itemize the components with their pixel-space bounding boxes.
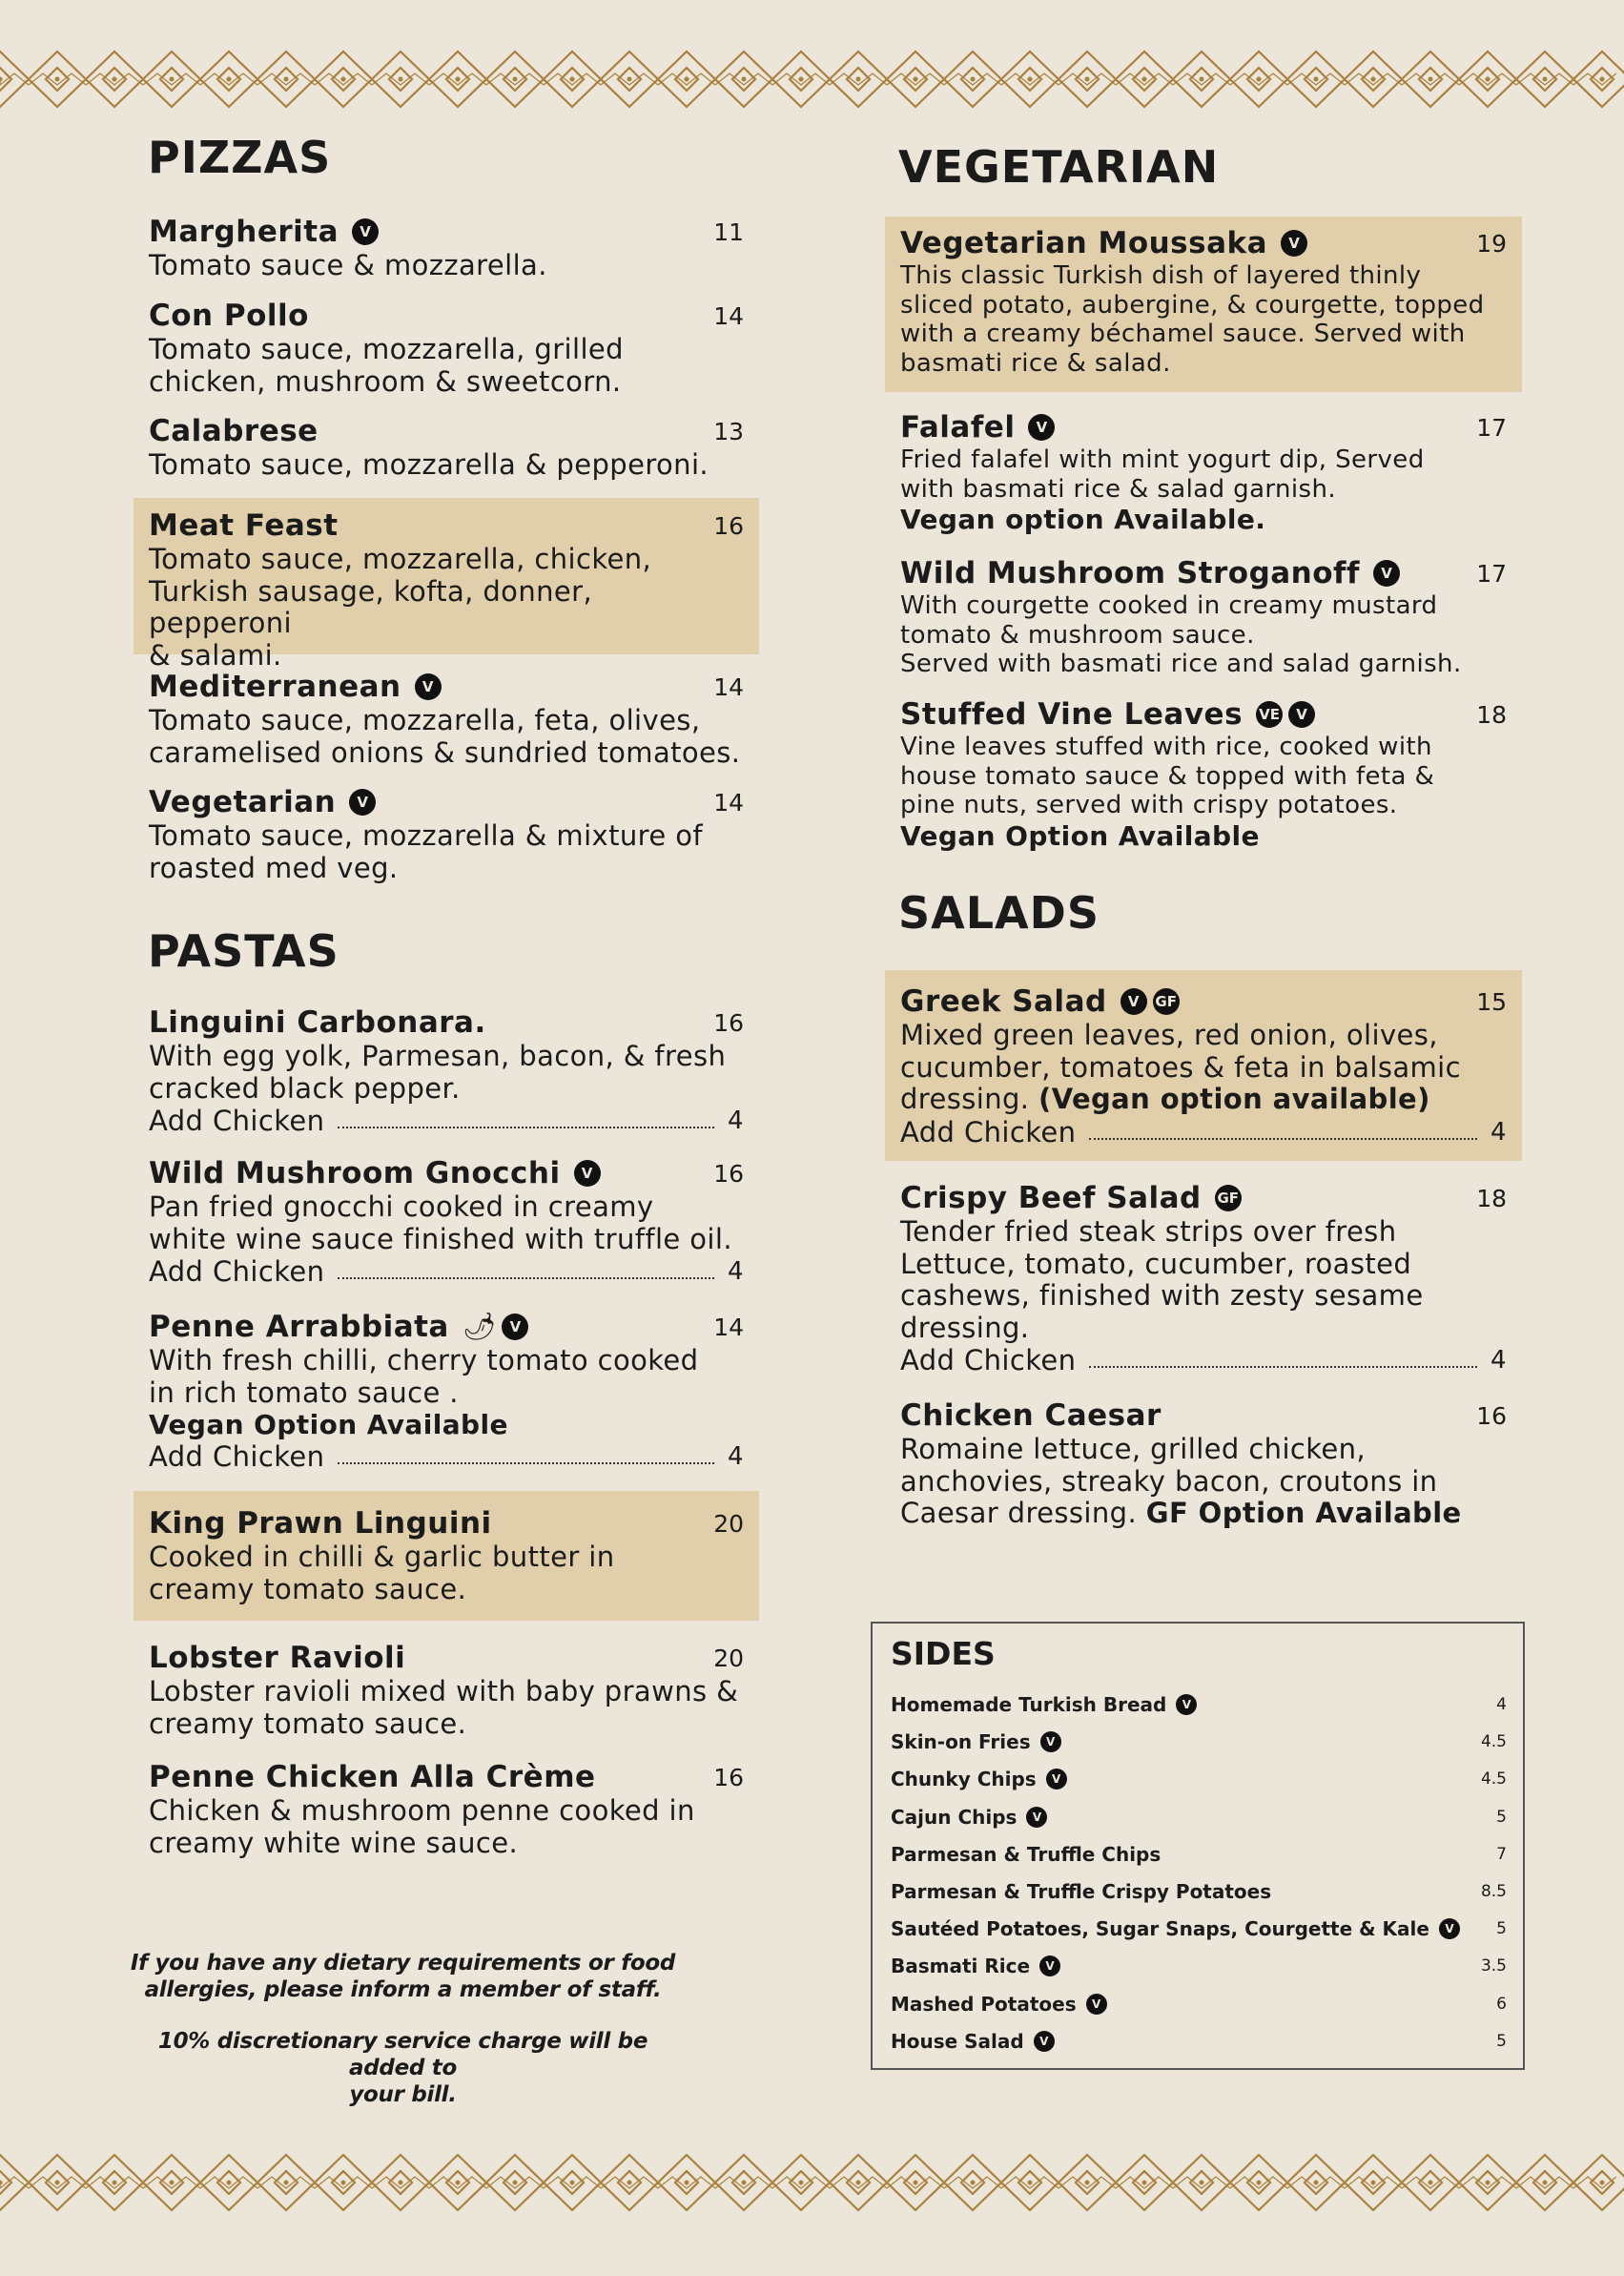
side-item-price: 3.5 (1480, 1956, 1507, 1976)
vegan-option-note: Vegan option Available. (900, 504, 1266, 535)
side-item-price: 8.5 (1480, 1882, 1507, 1901)
item-name: Mediterranean (149, 670, 401, 704)
section-title-pizzas: PIZZAS (148, 132, 332, 183)
side-item-price: 4.5 (1480, 1769, 1507, 1790)
menu-item-penne-chicken-alla-creme (134, 1759, 759, 1859)
vegetarian-icon: V (1039, 1955, 1060, 1976)
item-price: 16 (1476, 1401, 1507, 1430)
item-name: Falafel (900, 410, 1016, 445)
item-description: Tomato sauce, mozzarella, feta, olives, caramelised onions & sundried tomatoes. (149, 704, 741, 769)
side-item-name: Chunky Chips (891, 1768, 1037, 1791)
item-price: 16 (713, 1763, 744, 1791)
item-name: Stuffed Vine Leaves (900, 697, 1244, 732)
side-item-name: Parmesan & Truffle Crispy Potatoes (891, 1880, 1272, 1903)
top-border-pattern (0, 48, 1624, 111)
item-name: Chicken Caesar (900, 1398, 1161, 1433)
vegetarian-icon: V (1120, 988, 1147, 1015)
menu-item-wild-mushroom-stroganoff (885, 555, 1522, 679)
item-price: 18 (1476, 700, 1507, 729)
item-description: With egg yolk, Parmesan, bacon, & fresh cracked black pepper. (149, 1040, 727, 1105)
menu-item-king-prawn-linguini (134, 1491, 759, 1621)
item-description: Tomato sauce, mozzarella, grilled chicken, mushroom & sweetcorn. (149, 333, 624, 398)
item-price: 17 (1476, 559, 1507, 588)
item-description: Tomato sauce, mozzarella & mixture of roasted med veg. (149, 819, 703, 884)
side-item (891, 1765, 1507, 1793)
side-item (891, 1990, 1507, 2018)
section-title-sides: SIDES (891, 1635, 996, 1672)
item-price: 14 (713, 1313, 744, 1341)
side-item-price: 5 (1496, 1807, 1507, 1827)
menu-item-vegetarian-pizza (134, 784, 759, 884)
item-description: Tomato sauce, mozzarella, chicken, Turkish sausage, kofta, donner, pepperoni & salami. (149, 543, 652, 672)
menu-item-penne-arrabbiata (134, 1309, 759, 1473)
gluten-free-icon: GF (1153, 988, 1180, 1015)
side-item-name: Homemade Turkish Bread (891, 1693, 1167, 1716)
add-chicken-option: Add Chicken 4 (149, 1440, 744, 1473)
item-description: Cooked in chilli & garlic butter in creamy tomato sauce. (149, 1541, 615, 1605)
item-name: Wild Mushroom Stroganoff (900, 556, 1361, 590)
item-description: Tender fried steak strips over fresh Lettuce, tomato, cucumber, roasted cashews, finished with zesty sesame dressing. (900, 1215, 1424, 1344)
sides-box (871, 1622, 1525, 2070)
item-price: 15 (1476, 987, 1507, 1016)
item-price: 18 (1476, 1184, 1507, 1212)
side-item (891, 1952, 1507, 1980)
vegetarian-icon: V (352, 218, 379, 245)
item-price: 19 (1476, 229, 1507, 258)
item-name: Margherita (149, 215, 339, 249)
chilli-icon: 🌶 (462, 1311, 497, 1342)
vegetarian-icon: V (1046, 1769, 1067, 1790)
item-price: 17 (1476, 413, 1507, 442)
service-charge-note: 10% discretionary service charge will be added to your bill. (157, 2029, 648, 2107)
menu-item-calabrese (134, 413, 759, 482)
menu-item-vegetarian-moussaka (885, 217, 1522, 392)
side-item (891, 1690, 1507, 1719)
side-item-name: House Salad (891, 2029, 1024, 2053)
vegan-icon: VE (1256, 701, 1283, 728)
vegetarian-icon: V (574, 1160, 601, 1187)
menu-item-con-pollo (134, 298, 759, 398)
side-item (891, 1728, 1507, 1756)
vegetarian-icon: V (1040, 1731, 1061, 1752)
dietary-requirements-note: If you have any dietary requirements or food allergies, please inform a member of staff. (130, 1951, 676, 2002)
vegetarian-icon: V (1176, 1694, 1197, 1715)
menu-item-lobster-ravioli (134, 1640, 759, 1740)
vegetarian-icon: V (349, 789, 376, 816)
side-item (891, 1803, 1507, 1831)
item-description: Tomato sauce & mozzarella. (149, 249, 547, 281)
item-name: Penne Chicken Alla Crème (149, 1760, 596, 1794)
menu-item-wild-mushroom-gnocchi (134, 1155, 759, 1288)
menu-item-stuffed-vine-leaves (885, 696, 1522, 852)
item-name: King Prawn Linguini (149, 1506, 492, 1541)
item-name: Vegetarian (149, 785, 337, 819)
item-description: Fried falafel with mint yogurt dip, Served with basmati rice & salad garnish. (900, 445, 1425, 504)
item-name: Con Pollo (149, 299, 309, 333)
vegetarian-icon: V (502, 1314, 528, 1340)
item-name: Linguini Carbonara. (149, 1005, 486, 1040)
item-price: 11 (713, 217, 744, 246)
item-price: 14 (713, 672, 744, 701)
item-name: Calabrese (149, 414, 319, 448)
item-description: This classic Turkish dish of layered thinly sliced potato, aubergine, & courgette, topped with a creamy béchamel sauce. Served with basmati rice & salad. (900, 261, 1485, 378)
side-item (891, 1877, 1507, 1906)
add-chicken-option: Add Chicken 4 (149, 1255, 744, 1288)
item-price: 16 (713, 1159, 744, 1188)
item-price: 16 (713, 1008, 744, 1037)
menu-item-chicken-caesar (885, 1397, 1522, 1530)
item-description: Lobster ravioli mixed with baby prawns & creamy tomato sauce. (149, 1675, 739, 1740)
side-item-name: Sautéed Potatoes, Sugar Snaps, Courgette & Kale (891, 1917, 1429, 1941)
side-item-name: Cajun Chips (891, 1805, 1018, 1829)
side-item-name: Skin-on Fries (891, 1730, 1031, 1754)
side-item (891, 1914, 1507, 1943)
gluten-free-icon: GF (1215, 1185, 1242, 1211)
vegan-option-note: Vegan Option Available (149, 1409, 508, 1440)
side-item-name: Mashed Potatoes (891, 1992, 1077, 2016)
side-item-price: 5 (1496, 1919, 1507, 1939)
menu-item-mediterranean (134, 669, 759, 769)
menu-item-falafel (885, 409, 1522, 535)
item-description: Mixed green leaves, red onion, olives, cucumber, tomatoes & feta in balsamic dressing. (Vegan option available) (900, 1019, 1461, 1115)
vegetarian-icon: V (1034, 2031, 1055, 2052)
section-title-salads: SALADS (898, 887, 1100, 939)
item-price: 14 (713, 301, 744, 330)
item-description: Tomato sauce, mozzarella & pepperoni. (149, 448, 709, 481)
side-item-price: 4 (1496, 1695, 1507, 1714)
bottom-border-pattern (0, 2151, 1624, 2214)
vegetarian-icon: V (1281, 230, 1307, 257)
side-item-name: Parmesan & Truffle Chips (891, 1842, 1161, 1866)
item-price: 20 (713, 1644, 744, 1672)
vegetarian-icon: V (1288, 701, 1315, 728)
vegetarian-icon: V (1086, 1994, 1107, 2015)
vegetarian-icon: V (1439, 1918, 1460, 1939)
menu-item-meat-feast (134, 498, 759, 672)
gf-option-note: GF Option Available (1145, 1497, 1462, 1529)
section-title-pastas: PASTAS (148, 925, 339, 977)
menu-item-linguini-carbonara (134, 1004, 759, 1137)
side-item-name: Basmati Rice (891, 1955, 1031, 1978)
item-name: Lobster Ravioli (149, 1641, 406, 1675)
add-chicken-option: Add Chicken 4 (900, 1344, 1507, 1376)
add-chicken-option: Add Chicken 4 (900, 1115, 1507, 1148)
side-item (891, 2027, 1507, 2056)
item-name: Penne Arrabbiata (149, 1310, 449, 1344)
vegan-option-note: Vegan Option Available (900, 819, 1260, 852)
item-price: 16 (713, 511, 744, 540)
side-item-price: 4.5 (1480, 1732, 1507, 1752)
vegetarian-icon: V (1026, 1807, 1047, 1828)
vegetarian-icon: V (1373, 560, 1400, 587)
section-title-vegetarian: VEGETARIAN (898, 141, 1220, 193)
item-price: 14 (713, 788, 744, 817)
vegan-option-note: (Vegan option available) (1038, 1083, 1430, 1115)
item-description: Romaine lettuce, grilled chicken, anchovies, streaky bacon, croutons in Caesar dressing. GF Option Available (900, 1433, 1462, 1529)
menu-item-crispy-beef-salad (885, 1180, 1522, 1376)
item-description: With courgette cooked in creamy mustard tomato & mushroom sauce. Served with basmati rice and salad garnish. (900, 591, 1462, 678)
item-description: Vine leaves stuffed with rice, cooked with house tomato sauce & topped with feta & pine nuts, served with crispy potatoes. (900, 733, 1435, 819)
side-item (891, 1840, 1507, 1869)
side-item-price: 5 (1496, 2031, 1507, 2051)
item-name: Greek Salad (900, 984, 1107, 1019)
vegetarian-icon: V (415, 673, 442, 700)
item-name: Wild Mushroom Gnocchi (149, 1156, 561, 1190)
item-description: Pan fried gnocchi cooked in creamy white wine sauce finished with truffle oil. (149, 1190, 732, 1255)
item-name: Vegetarian Moussaka (900, 226, 1268, 260)
item-name: Meat Feast (149, 508, 339, 543)
side-item-price: 6 (1496, 1994, 1507, 2014)
menu-item-greek-salad (885, 970, 1522, 1161)
menu-item-margherita (134, 214, 759, 282)
item-price: 20 (713, 1509, 744, 1538)
side-item-price: 7 (1496, 1844, 1507, 1864)
item-description: Chicken & mushroom penne cooked in creamy white wine sauce. (149, 1794, 695, 1859)
vegetarian-icon: V (1028, 414, 1055, 441)
item-description: With fresh chilli, cherry tomato cooked in rich tomato sauce . (149, 1344, 699, 1409)
item-price: 13 (713, 417, 744, 445)
add-chicken-option: Add Chicken 4 (149, 1105, 744, 1137)
item-name: Crispy Beef Salad (900, 1181, 1202, 1215)
